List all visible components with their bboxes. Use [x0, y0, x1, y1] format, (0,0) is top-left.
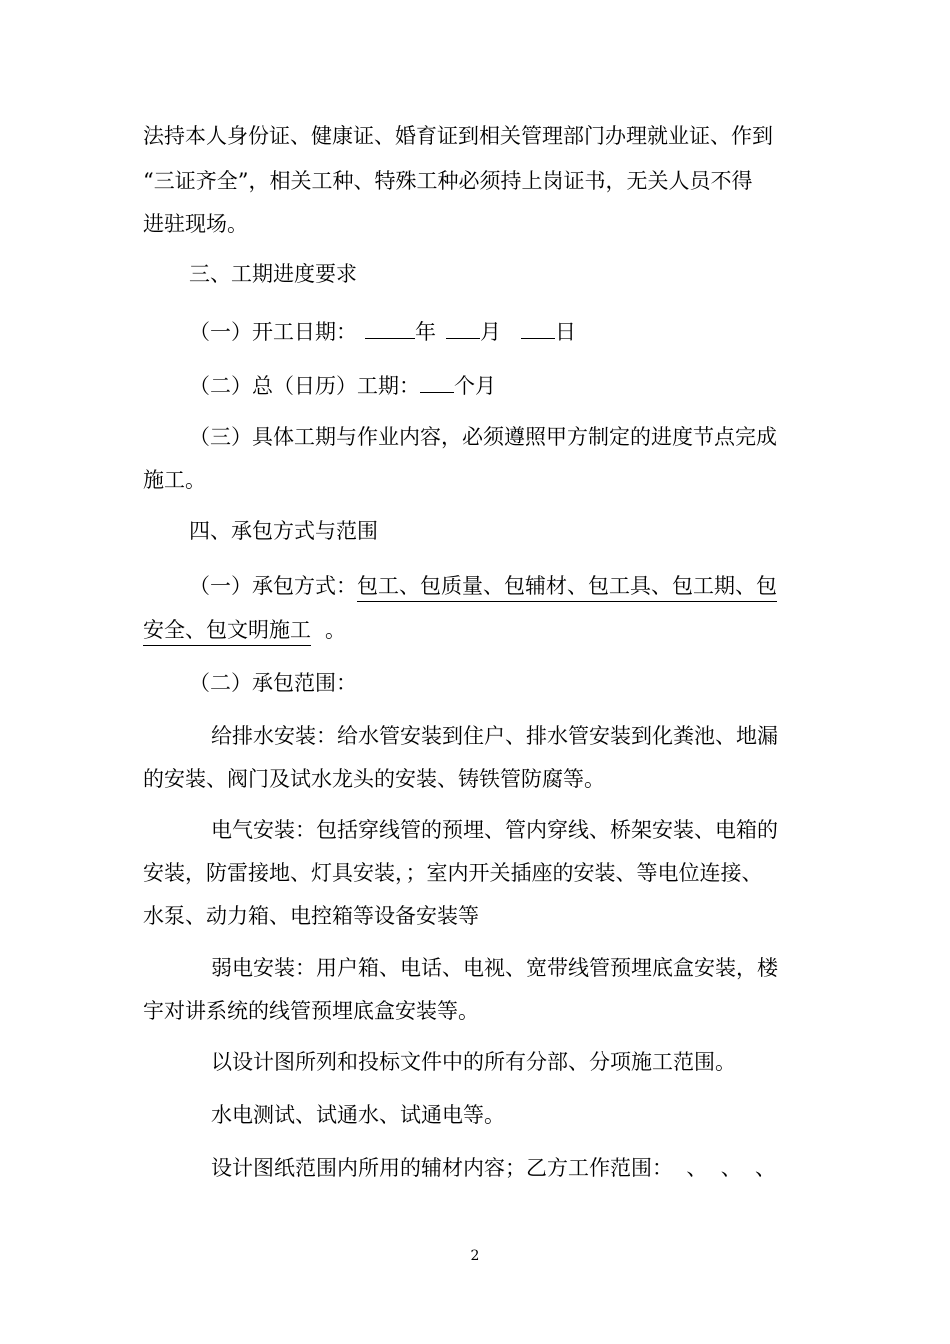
day-label: 日 [555, 320, 576, 344]
para-line: 水泵、动力箱、电控箱等设备安装等 [143, 904, 479, 928]
para-line: 水电测试、试通水、试通电等。 [211, 1103, 505, 1127]
year-label: 年 [415, 320, 436, 344]
para-line: 进驻现场。 [143, 212, 248, 236]
para-line: （三）具体工期与作业内容，必须遵照甲方制定的进度节点完成 [189, 425, 777, 449]
contract-scope-label: （二）承包范围： [189, 671, 357, 695]
total-duration-label: （二）总（日历）工期： [189, 374, 420, 398]
para-line: 弱电安装：用户箱、电话、电视、宽带线管预埋底盒安装，楼 [211, 956, 778, 980]
section-heading-3: 三、工期进度要求 [189, 262, 357, 286]
para-line: 法持本人身份证、健康证、婚育证到相关管理部门办理就业证、作到 [143, 124, 773, 148]
para-line: 以设计图所列和投标文件中的所有分部、分项施工范围。 [211, 1050, 736, 1074]
para-line: “三证齐全”，相关工种、特殊工种必须持上岗证书，无关人员不得 [143, 169, 753, 193]
period: 。 [325, 618, 346, 642]
para-line: 设计图纸范围内所用的辅材内容；乙方工作范围： 、 、 、 [211, 1156, 777, 1180]
day-blank [521, 314, 555, 339]
year-blank [365, 314, 415, 339]
start-date-label: （一）开工日期： [189, 320, 357, 344]
page-number: 2 [470, 1248, 480, 1264]
total-duration-line [189, 368, 496, 398]
contract-method-value-2: 安全、包文明施工 [143, 618, 311, 646]
months-blank [420, 368, 454, 393]
section-heading-4: 四、承包方式与范围 [189, 519, 378, 543]
para-line: 电气安装：包括穿线管的预埋、管内穿线、桥架安装、电箱的 [211, 818, 778, 842]
contract-method-line-2 [143, 615, 346, 645]
start-date-line [189, 314, 576, 344]
contract-method-value: 包工、包质量、包辅材、包工具、包工期、包 [357, 574, 777, 602]
contract-method-line [189, 571, 777, 601]
para-line: 的安装、阀门及试水龙头的安装、铸铁管防腐等。 [143, 767, 605, 791]
month-blank [446, 314, 480, 339]
month-label: 月 [480, 320, 501, 344]
months-unit: 个月 [454, 374, 496, 398]
para-line: 安装，防雷接地、灯具安装，；室内开关插座的安装、等电位连接、 [143, 861, 763, 885]
para-line: 施工。 [143, 468, 206, 492]
para-line: 宇对讲系统的线管预埋底盒安装等。 [143, 999, 479, 1023]
para-line: 给排水安装：给水管安装到住户、排水管安装到化粪池、地漏 [211, 724, 778, 748]
contract-method-label: （一）承包方式： [189, 574, 357, 598]
